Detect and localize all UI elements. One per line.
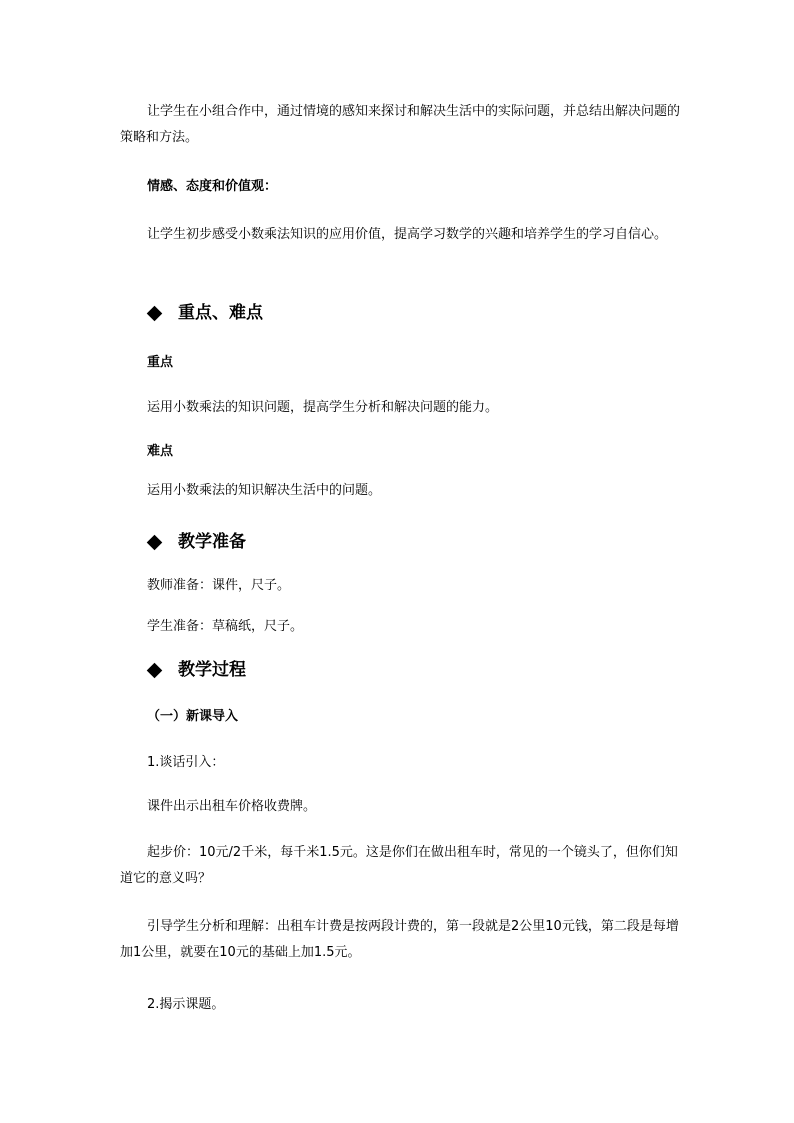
- step-one: 1.谈话引入：: [147, 755, 225, 770]
- student-prep: 学生准备：草稿纸，尺子。: [147, 619, 304, 634]
- paragraph-process-goal: 让学生在小组合作中，通过情境的感知来探讨和解决生活中的实际问题，并总结出解决问题的策略和方法。: [120, 104, 681, 145]
- section-one-title: （一）新课导入: [147, 709, 239, 724]
- key-text: 运用小数乘法的知识问题，提高学生分析和解决问题的能力。: [147, 400, 499, 415]
- teacher-prep: 教师准备：课件，尺子。: [147, 578, 291, 593]
- step-one-text: 课件出示出租车价格收费牌。: [147, 799, 317, 814]
- guide-paragraph: 引导学生分析和理解：出租车计费是按两段计费的，第一段就是2公里10元钱，第二段是每增加1公里，就要在10元的基础上加1.5元。: [120, 919, 679, 960]
- heading-preparation: [147, 530, 246, 554]
- heading-preparation-label: 教学准备: [178, 532, 246, 552]
- diamond-bullet-icon: [147, 305, 163, 321]
- heading-process: [147, 658, 246, 682]
- diamond-bullet-icon: [147, 534, 163, 550]
- difficult-label: 难点: [147, 444, 174, 459]
- difficult-text: 运用小数乘法的知识解决生活中的问题。: [147, 483, 382, 498]
- diamond-bullet-icon: [147, 662, 163, 678]
- fare-paragraph: 起步价：10元/2千米，每千米1.5元。这是你们在做出租车时，常见的一个镜头了，但你们知道它的意义吗？: [120, 845, 678, 886]
- paragraph-emotion-goal: 让学生初步感受小数乘法知识的应用价值，提高学习数学的兴趣和培养学生的学习自信心。: [147, 227, 668, 242]
- heading-process-label: 教学过程: [178, 660, 246, 680]
- heading-key-points-label: 重点、难点: [178, 303, 263, 323]
- step-two: 2.揭示课题。: [147, 997, 225, 1012]
- emotion-title: 情感、态度和价值观：: [147, 179, 278, 194]
- heading-key-points: [147, 301, 263, 325]
- key-label: 重点: [147, 355, 174, 370]
